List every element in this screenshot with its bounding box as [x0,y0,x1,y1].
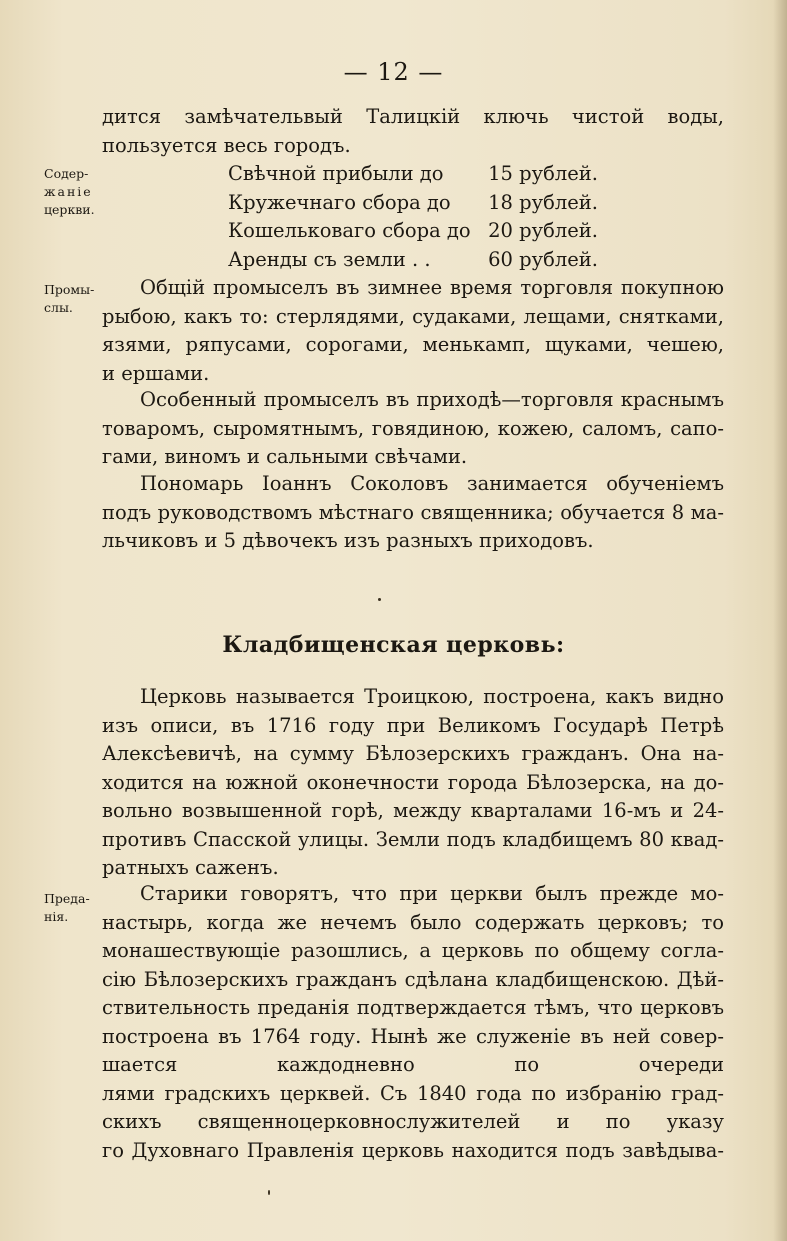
margin-note-line: Содер- [44,166,89,181]
text-line: скихъ священноцерковнослужителей и по указу [102,1110,724,1133]
text-line: подъ руководствомъ мѣстнаго священника; обучается 8 ма- [102,500,724,524]
ink-speck [268,1190,270,1195]
margin-note-line: жаніе [44,184,93,199]
text-line: сію Бѣлозерскихъ гражданъ сдѣлана кладбищенскою. Дѣй- [102,967,724,991]
trades-paragraph [102,274,724,388]
text-line: противъ Спасской улицы. Земли подъ кладбищемъ 80 квад- [102,827,724,851]
text-line: ратныхъ саженъ. [102,856,279,879]
text-line: Церковь называется Троицкою, построена, какъ видно [140,685,724,708]
text-line: ходится на южной оконечности города Бѣлозерска, на до- [102,770,724,794]
text-line: льчиковъ и 5 дѣвочекъ изъ разныхъ приходовъ. [102,529,594,552]
text-line: монашествующіе разошлись, а церковь по общему согла- [102,939,724,962]
text-line: вольно возвышенной горѣ, между кварталами 16-мъ и 24- [102,799,724,822]
text-line: настырь, когда же нечемъ было содержать церковъ; то [102,910,724,934]
margin-note-line: Преда- [44,891,90,906]
text-line: рыбою, какъ то: стерлядями, судаками, лещами, снятками, [102,304,724,328]
margin-note-line: нія. [44,909,69,924]
margin-note-legend [44,890,90,926]
margin-note-line: Промы- [44,282,95,297]
text-line: и ершами. [102,361,210,385]
fee-label: Кошельковаго сбора до [228,219,471,242]
page-edge-shadow [773,0,787,1241]
text-line: гами, виномъ и сальными свѣчами. [102,445,468,468]
text-line: дится замѣчательвый Талицкій ключь чистой воды, [102,105,724,128]
fee-amount: 60 [488,247,513,271]
fee-unit: рублей. [519,247,598,271]
text-line: Общій промыселъ въ зимнее время торговля покупною [140,276,724,299]
ink-speck [378,598,381,601]
special-trade-paragraph [102,386,724,472]
fee-row [228,246,598,275]
text-line: го Духовнаго Правленія церковь находится подъ завѣдыва- [102,1138,724,1162]
margin-note-content [44,165,95,219]
text-line: шается каждодневно по очереди [102,1053,724,1076]
fee-label: Кружечнаго сбора до [228,190,451,214]
text-line: Алексѣевичѣ, на сумму Бѣлозерскихъ гражданъ. Она на- [102,742,724,765]
church-paragraph [102,683,724,883]
text-line: лями градскихъ церквей. Съ 1840 года по избранію град- [102,1081,724,1105]
legend-paragraph [102,880,724,1165]
fee-unit: рублей. [519,219,598,242]
text-line: Особенный промыселъ въ приходѣ—торговля краснымъ [140,388,724,411]
fee-unit: рублей. [519,190,598,214]
text-line: построена въ 1764 году. Нынѣ же служеніе въ ней совер- [102,1024,724,1048]
text-line: изъ описи, въ 1716 году при Великомъ Государѣ Петрѣ [102,713,724,737]
fee-label: Свѣчной прибыли до [228,162,444,185]
fee-row [228,160,598,189]
text-line: товаромъ, сыромятнымъ, говядиною, кожею, саломъ, сапо- [102,416,724,440]
margin-note-line: слы. [44,300,73,315]
teacher-paragraph [102,470,724,556]
margin-note-line: церкви. [44,202,95,217]
page-number: — 12 — [343,58,444,86]
text-line: пользуется весь городъ. [102,133,351,157]
text-line: ствительность преданія подтверждается тѣмъ, что церковъ [102,996,724,1019]
fee-row [228,217,598,246]
margin-note-trades [44,281,94,317]
fee-amount: 18 [488,190,513,214]
fee-row [228,189,598,218]
section-heading [0,632,787,658]
intro-paragraph [102,103,724,160]
text-line: Пономарь Іоаннъ Соколовъ занимается обученіемъ [140,472,724,495]
fee-label: Аренды съ земли . . [228,247,431,271]
fee-amount: 20 [488,219,513,242]
text-line: язями, ряпусами, сорогами, менькамп, щуками, чешею, [102,333,724,356]
section-heading-text: Кладбищенская церковь: [222,632,565,658]
fee-amount: 15 [488,162,513,185]
fee-unit: рублей. [519,162,598,185]
text-line: Старики говорятъ, что при церкви былъ прежде мо- [140,882,724,905]
